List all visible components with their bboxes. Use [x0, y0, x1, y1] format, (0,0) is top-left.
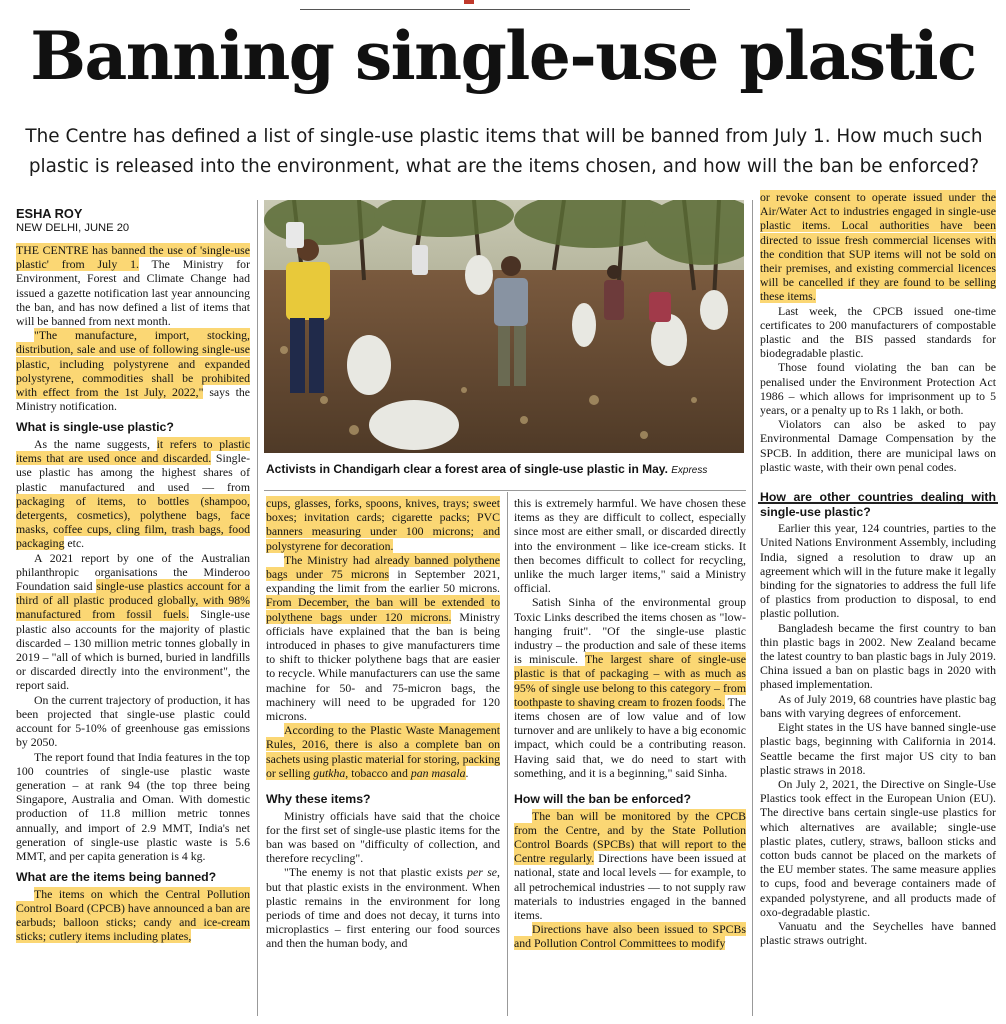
top-rule [300, 9, 690, 10]
subhead: Why these items? [266, 792, 371, 807]
photo-credit: Express [671, 465, 708, 476]
paragraph [514, 922, 746, 950]
text-run: Ministry officials have explained that the ban is being introduced in phases to give manufacturers time to shift to thicker polythene bags that are easier to recycle. While manufacturers can use the same machine for 50- and 75-micron bags, the machinery will need to be upgraded for 120 microns. [266, 609, 500, 724]
paragraph: The report found that India features in the top 100 countries of single-use plastic waste generation – at rank 94 (the top three being Singapore, Australia and Oman. With domestic production of 11.8 million metric tonnes annually, and import of 2.9 MMT, India's net generation of single-use plastic waste is 5.6 MMT, and per capita generation is 4 kg. [16, 749, 250, 863]
text-run: Single-use plastic also accounts for the majority of plastic discarded – 130 million metric tonnes globally in 2019 – "all of which is burned, buried in landfills or discarded directly into the environment", the report said. [16, 607, 250, 693]
paragraph [266, 865, 500, 950]
text-run: A 2021 report by one of the Australian philanthropic organisations the Minderoo Foundation said [16, 550, 250, 594]
text-run: Single-use plastic has among the highest shares of plastic manufactured and used — from [16, 451, 251, 494]
paragraph [266, 496, 500, 553]
paragraph: Violators can also be asked to pay Environmental Damage Compensation by the SPCB. In addition, there are municipal laws on plastic waste, with their own penal codes. [760, 417, 996, 474]
highlighted-text: The ban will be monitored by the CPCB from the Centre, and by the State Pollution Control Boards (SPCBs) that will report to the Centre regularly. [514, 808, 746, 866]
highlighted-text: "The manufacture, import, stocking, distribution, sale and use of following single-use plastic, including polystyrene and expanded polystyrene, commodities shall be prohibited with effect from the 1st July, 2022," [16, 328, 250, 400]
paragraph: Eight states in the US have banned single-use plastic bags, beginning with California in 2014. Seattle became the first major US city to ban plastic straws in 2018. [760, 720, 996, 777]
text-run: Satish Sinha of the environmental group Toxic Links described the items chosen as "low-hanging fruit". "Of the single-use plastic industry – the production and sale of these items is miniscule. [514, 595, 746, 667]
paragraph: Earlier this year, 124 countries, parties to the United Nations Environment Assembly, including India, signed a resolution to draw up an agreement which will in the future make it legally binding for the signatories to address the full life of plastics from production to disposal, to end plastic pollution. [760, 521, 996, 621]
text-run: etc. [64, 536, 85, 551]
column-3 [514, 496, 746, 951]
paragraph: As of July 2019, 68 countries have plastic bag bans with varying degrees of enforcement. [760, 691, 996, 720]
text-run: Directions have been issued at national, state and local levels — for example, to all petrochemical industries — to not supply raw materials to industries engaged in the banned items. [514, 851, 746, 923]
byline-dateline: NEW DELHI, JUNE 20 [16, 222, 130, 234]
paragraph [514, 595, 746, 780]
text-run: , tobacco and [345, 765, 411, 780]
paragraph: On the current trajectory of production, it has been projected that single-use plastic could account for 5-10% of greenhouse gas emissions by 2050. [16, 692, 250, 750]
text-run: says the Ministry notification. [16, 385, 250, 414]
text-run: "The enemy is not that plastic exists [284, 865, 468, 880]
highlighted-text: The Ministry had already banned polythene bags under 75 microns [266, 552, 500, 582]
italic-term: gutkha [313, 765, 346, 780]
subhead: What is single-use plastic? [16, 420, 174, 435]
headline: Banning single-use plastic [30, 17, 976, 95]
top-rule-accent [464, 0, 474, 4]
subhead: How are other countries dealing with single-use plastic? [760, 490, 996, 519]
paragraph: Bangladesh became the first country to ban thin plastic bags in 2002. New Zealand became the latest country to ban plastic bags in July 2019. China issued a ban on plastic bags in 2020 with phased implementation. [760, 620, 996, 692]
photo-caption [266, 462, 746, 478]
highlighted-text: The items on which the Central Pollution Control Board (CPCB) have announced a ban are earbuds; balloon sticks; candy and ice-cream sticks; cutlery items including plates, [16, 886, 250, 944]
subhead: What are the items being banned? [16, 870, 217, 885]
column-rule-2 [507, 492, 508, 1016]
text-run: The items chosen are of low value and of low turnover and are unlikely to have a big economic impact, which could be a contributing reason. Having said that, we do need to start with something, and it is a beginning," said Sinha. [514, 694, 747, 780]
paragraph [266, 723, 500, 780]
column-rule-3 [752, 200, 753, 1016]
text-run: in September 2021, expanding the limit from the earlier 50 microns. [266, 567, 500, 596]
highlighted-text: THE CENTRE has banned the use of 'single-use plastic' from July 1. [16, 243, 250, 272]
highlighted-text: Directions have also been issued to SPCBs and Pollution Control Committees to modify [514, 922, 746, 951]
photo-illustration [264, 200, 744, 453]
paragraph [16, 328, 250, 413]
column-4 [760, 190, 996, 947]
paragraph: Vanuatu and the Seychelles have banned plastic straws outright. [760, 918, 996, 948]
byline-author: ESHA ROY [16, 206, 83, 221]
italic-term: pan masala [410, 765, 466, 780]
text-run: . [465, 765, 469, 780]
paragraph [266, 553, 500, 723]
standfirst: The Centre has defined a list of single-use plastic items that will be banned from July 1. How much such plastic is released into the environment, what are the items chosen, and how will the ban be enforced? [25, 126, 983, 177]
paragraph [760, 190, 996, 304]
italic-term: per se [467, 865, 498, 880]
column-1 [16, 204, 250, 944]
subhead: How will the ban be enforced? [514, 792, 691, 807]
paragraph: Ministry officials have said that the choice for the first set of single-use plastic items for the ban was based on "difficulty of collection, and therefore recycling". [266, 808, 500, 866]
column-2 [266, 496, 500, 951]
paragraph: On July 2, 2021, the Directive on Single-Use Plastics took effect in the European Union (EU). The directive bans certain single-use plastics for which alternatives are available; single-use plastic plates, cutlery, straws, balloon sticks and cotton buds cannot be placed on the markets of the EU member states. The same measure applies to cups, food and beverage containers made of expanded polystyrene, and all products made of oxo-degradable plastic. [760, 776, 996, 919]
paragraph: Those found violating the ban can be penalised under the Environment Protection Act 1986 – which allows for imprisonment up to 5 years, or a penalty up to Rs 1 lakh, or both. [760, 360, 996, 418]
paragraph [16, 243, 250, 328]
text-run: As the name suggests, [34, 437, 157, 452]
text-run: , but that plastic exists in the environment. When plastic remains in the environment for long periods of time and does not decay, it turns into microplastics – first entering our food sources and then the human body, and [266, 865, 500, 951]
highlighted-text: From December, the ban will be extended to polythene bags under 120 microns. [266, 595, 500, 624]
paragraph [514, 809, 746, 923]
news-photo [264, 200, 744, 453]
paragraph [16, 551, 250, 693]
highlighted-text: it refers to plastic items that are used once and discarded. [16, 437, 250, 466]
highlighted-text: or revoke consent to operate issued under the Air/Water Act to industries engaged in single-use plastic items. Local authorities have been directed to issue fresh commercial licenses with the condition that SUP items will not be sold on their premises, and existing commercial licences will be cancelled if they are found to be selling these items. [760, 190, 996, 304]
highlighted-text: The largest share of single-use plastic is that of packaging – with as much as 95% of single use belong to this category – from toothpaste to shaving cream to frozen foods. [514, 652, 747, 709]
paragraph [16, 437, 250, 551]
caption-text: Activists in Chandigarh clear a forest area of single-use plastic in May. [266, 462, 668, 476]
paragraph: Last week, the CPCB issued one-time certificates to 200 manufacturers of compostable plastic and the BIS passed standards for biodegradable plastic. [760, 303, 996, 361]
text-run: The Ministry for Environment, Forest and Climate Change had issued a gazette notification last year announcing the ban, and has now defined a list of items that will be banned from next month. [16, 257, 250, 329]
column-rule-1 [257, 200, 258, 1016]
paragraph: this is extremely harmful. We have chosen these items as they are difficult to collect, especially since most are either small, or discarded directly into the environment – like ice-cream sticks. It then becomes difficult to collect for recycling, unlike the much larger items," said a Ministry official. [514, 496, 746, 596]
photo-bottom-rule [264, 490, 746, 491]
highlighted-text: cups, glasses, forks, spoons, knives, trays; sweet boxes; invitation cards; cigarette packs; PVC banners measuring under 100 microns; and polystyrene for decoration. [266, 496, 500, 553]
paragraph [16, 887, 250, 944]
highlighted-text: single-use plastics account for a third of all plastic produced globally, with 98% manufactured from fossil fuels. [16, 579, 250, 622]
text-run: According to the Plastic Waste Management Rules, 2016, there is also a complete ban on sachets using plastic material for storing, packing or selling [266, 723, 500, 780]
highlighted-text: packaging of items, to bottles (shampoo, detergents, cosmetics), polythene bags, face masks, coffee cups, cling film, trash bags, food packaging [16, 493, 250, 551]
